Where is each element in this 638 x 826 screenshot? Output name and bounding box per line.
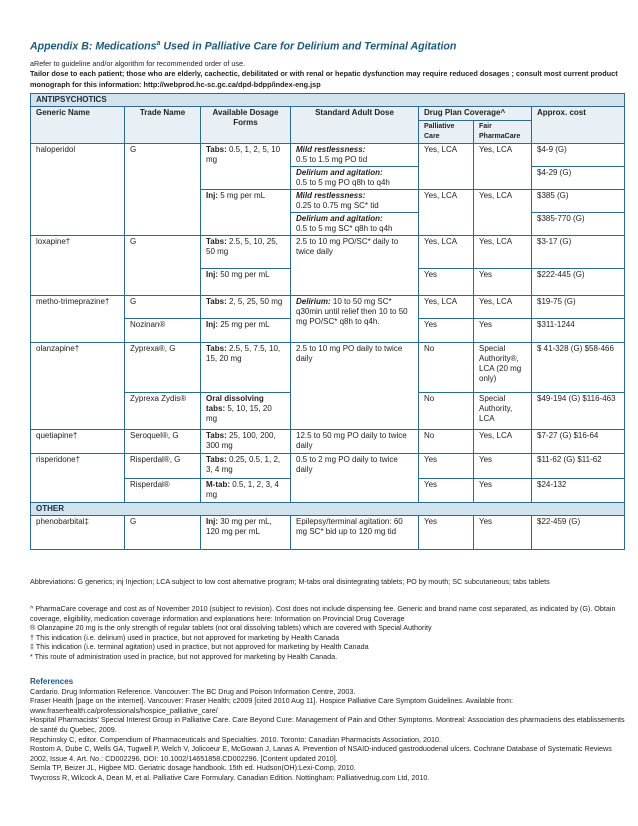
table-row bbox=[31, 144, 625, 167]
dose-cell: Delirium and agitation: 0.5 to 5 mg PO q8h to q4h bbox=[291, 167, 419, 190]
trade-cell: G bbox=[125, 144, 201, 236]
dosage-cell: Tabs: 25, 100, 200, 300 mg bbox=[201, 430, 291, 454]
col-adult-dose: Standard Adult Dose bbox=[291, 107, 419, 144]
palliative-cell: Yes bbox=[419, 454, 474, 479]
dosage-cell: Tabs: 2, 5, 25, 50 mg bbox=[201, 296, 291, 319]
trade-cell: G bbox=[125, 296, 201, 319]
generic-quetiapine: quetiapine† bbox=[31, 430, 125, 454]
reference-item: Twycross R, Wilcock A, Dean M, et al. Palliative Care Formulary. Canadian Edition. Nottingham: Palliativedrug.com Ltd, 2010. bbox=[30, 772, 430, 782]
col-fair-pharmacare: Fair PharmaCare bbox=[474, 121, 532, 144]
col-dosage-forms: Available Dosage Forms bbox=[201, 107, 291, 144]
fair-cell: Yes, LCA bbox=[474, 236, 532, 269]
table-row bbox=[31, 296, 625, 319]
footnote: ‡ This indication (i.e. terminal agitation) used in practice, but not approved for marketing by Health Canada bbox=[30, 642, 369, 652]
footnotes bbox=[30, 604, 628, 662]
trade-cell: G bbox=[125, 236, 201, 296]
footnote: ^ PharmaCare coverage and cost as of November 2010 (subject to revision). Cost does not include dispensing fee. Generic and brand name cost separated, as indicated by (G). Obtain coverage, eligibility, medication coverage information and explanations here: Information on Provincial Drug Coverage bbox=[30, 604, 616, 623]
cost-cell: $4-9 (G) bbox=[532, 144, 625, 167]
fair-cell: Special Authority, LCA bbox=[474, 393, 532, 430]
dose-cell: Epilepsy/terminal agitation: 60 mg SC* bid up to 120 mg tid bbox=[291, 516, 419, 550]
palliative-cell: Yes bbox=[419, 319, 474, 343]
medications-table bbox=[30, 93, 625, 550]
trade-cell: Risperdal®, G bbox=[125, 454, 201, 479]
palliative-cell: Yes bbox=[419, 479, 474, 503]
dosage-cell: Tabs: 2.5, 5, 7.5, 10, 15, 20 mg bbox=[201, 343, 291, 393]
cost-cell: $49-194 (G) $116-463 bbox=[532, 393, 625, 430]
cost-cell: $11-62 (G) $11-62 bbox=[532, 454, 625, 479]
generic-haloperidol: haloperidol bbox=[31, 144, 125, 236]
fair-cell: Yes bbox=[474, 479, 532, 503]
page-title: Appendix B: Medications$^a$ Used in Palliative Care for Delirium and Terminal Agitation bbox=[30, 40, 457, 53]
col-approx-cost: Approx. cost bbox=[532, 107, 625, 144]
cost-cell: $222-445 (G) bbox=[532, 269, 625, 296]
table-row bbox=[31, 430, 625, 454]
trade-cell: Seroquel®, G bbox=[125, 430, 201, 454]
cost-cell: $385 (G) bbox=[532, 190, 625, 213]
fair-cell: Yes bbox=[474, 269, 532, 296]
table-row bbox=[31, 516, 625, 550]
cost-cell: $3-17 (G) bbox=[532, 236, 625, 269]
dose-cell: 2.5 to 10 mg PO daily to twice daily bbox=[291, 343, 419, 430]
footnote: * This route of administration used in practice, but not approved for marketing by Health Canada. bbox=[30, 651, 338, 661]
dose-cell: Mild restlessness: 0.5 to 1.5 mg PO tid bbox=[291, 144, 419, 167]
col-drug-plan: Drug Plan Coverage^ bbox=[419, 107, 532, 121]
dosage-cell: Tabs: 0.5, 1, 2, 5, 10 mg bbox=[201, 144, 291, 190]
palliative-cell: No bbox=[419, 393, 474, 430]
abbreviations: Abbreviations: G generics; inj Injection; LCA subject to low cost alternative program; M-tabs oral disintegrating tablets; PO by mouth; SC subcutaneous; tabs tablets bbox=[30, 577, 550, 586]
fair-cell: Yes, LCA bbox=[474, 296, 532, 319]
section-antipsychotics: ANTIPSYCHOTICS bbox=[31, 94, 625, 107]
dose-cell: Delirium: 10 to 50 mg SC* q30min until relief then 10 to 50 mg PO/SC* q8h to q4h. bbox=[291, 296, 419, 343]
cost-cell: $22-459 (G) bbox=[532, 516, 625, 550]
trade-cell: G bbox=[125, 516, 201, 550]
palliative-cell: Yes, LCA bbox=[419, 144, 474, 190]
footnote: † This indication (i.e. delirium) used in practice, but not approved for marketing by Health Canada bbox=[30, 632, 340, 642]
generic-olanzapine: olanzapine† bbox=[31, 343, 125, 430]
cost-cell: $ 41-328 (G) $58-466 bbox=[532, 343, 625, 393]
dosage-cell: Inj: 25 mg per mL bbox=[201, 319, 291, 343]
palliative-cell: Yes, LCA bbox=[419, 296, 474, 319]
reference-item: Cardario. Drug Information Reference. Vancouver: The BC Drug and Poison Information Centre, 2003. bbox=[30, 686, 356, 696]
cost-cell: $19-75 (G) bbox=[532, 296, 625, 319]
palliative-cell: No bbox=[419, 430, 474, 454]
palliative-cell: Yes, LCA bbox=[419, 236, 474, 269]
section-other: OTHER bbox=[31, 503, 625, 516]
fair-cell: Special Authority®, LCA (20 mg only) bbox=[474, 343, 532, 393]
fair-cell: Yes bbox=[474, 319, 532, 343]
cost-cell: $7-27 (G) $16-64 bbox=[532, 430, 625, 454]
generic-loxapine: loxapine† bbox=[31, 236, 125, 296]
generic-phenobarbital: phenobarbital‡ bbox=[31, 516, 125, 550]
cost-cell: $4-29 (G) bbox=[532, 167, 625, 190]
footnote: ® Olanzapine 20 mg is the only strength of regular tablets (not oral dissolving tablets) which are covered with Special Authority bbox=[30, 623, 432, 633]
palliative-cell: Yes bbox=[419, 269, 474, 296]
fair-cell: Yes, LCA bbox=[474, 430, 532, 454]
palliative-cell: Yes, LCA bbox=[419, 190, 474, 236]
col-generic-name: Generic Name bbox=[31, 107, 125, 144]
dosage-cell: M-tab: 0.5, 1, 2, 3, 4 mg bbox=[201, 479, 291, 503]
cost-cell: $385-770 (G) bbox=[532, 213, 625, 236]
reference-item: Hospital Pharmacists' Special Interest Group in Palliative Care. Care Beyond Cure: Management of Pain and Other Symptoms. Montreal: Association des pharmaciens des etablissements de santé du Quebec, 2009. bbox=[30, 715, 625, 734]
cost-cell: $24-132 bbox=[532, 479, 625, 503]
trade-cell: Zyprexa®, G bbox=[125, 343, 201, 393]
fair-cell: Yes bbox=[474, 516, 532, 550]
guideline-note: aRefer to guideline and/or algorithm for recommended order of use. bbox=[30, 59, 245, 68]
generic-methotrimeprazine: metho-trimeprazine† bbox=[31, 296, 125, 343]
dosage-cell: Oral dissolving tabs: 5, 10, 15, 20 mg bbox=[201, 393, 291, 430]
references bbox=[30, 677, 628, 783]
table-row bbox=[31, 236, 625, 269]
trade-cell: Zyprexa Zydis® bbox=[125, 393, 201, 430]
dosage-cell: Tabs: 0.25, 0.5, 1, 2, 3, 4 mg bbox=[201, 454, 291, 479]
dosage-cell: Tabs: 2.5, 5, 10, 25, 50 mg bbox=[201, 236, 291, 269]
reference-item: Rostom A, Dube C, Wells GA, Tugwell P, Welch V, Jolicoeur E, McGowan J, Lanas A. Prevention of NSAID-induced gastroduodenal ulcers. Cochrane Database of Systematic Reviews 2002, Issue 4. Art. No.: CD002296. DOI: 10.1002/14651858.CD002296. [Content updated 2010]. bbox=[30, 744, 612, 763]
table-row bbox=[31, 454, 625, 479]
dose-cell: Delirium and agitation: 0.5 to 5 mg SC* q8h to q4h bbox=[291, 213, 419, 236]
palliative-cell: No bbox=[419, 343, 474, 393]
dose-cell: 0.5 to 2 mg PO daily to twice daily bbox=[291, 454, 419, 503]
generic-risperidone: risperidone† bbox=[31, 454, 125, 503]
reference-item: Repchinsky C, editor. Compendium of Pharmaceuticals and Specialties. 2010. Toronto: Canadian Pharmacists Association, 2010. bbox=[30, 734, 441, 744]
reference-item: Fraser Health [page on the internet]. Vancouver: Fraser Health; c2009 [cited 2010 Aug 11]. Hospice Palliative Care Symptom Guidelines. Available from: www.fraserhealth.ca/professionals/hospice_palliative_care/ bbox=[30, 696, 514, 715]
dose-cell: Mild restlessness: 0.25 to 0.75 mg SC* tid bbox=[291, 190, 419, 213]
dosage-cell: Inj: 50 mg per mL bbox=[201, 269, 291, 296]
dose-cell: 2.5 to 10 mg PO/SC* daily to twice daily bbox=[291, 236, 419, 296]
col-palliative-care: Palliative Care bbox=[419, 121, 474, 144]
palliative-cell: Yes bbox=[419, 516, 474, 550]
dosage-cell: Inj: 30 mg per mL, 120 mg per mL bbox=[201, 516, 291, 550]
references-heading: References bbox=[30, 677, 74, 686]
dose-cell: 12.5 to 50 mg PO daily to twice daily bbox=[291, 430, 419, 454]
fair-cell: Yes bbox=[474, 454, 532, 479]
trade-cell: Nozinan® bbox=[125, 319, 201, 343]
fair-cell: Yes, LCA bbox=[474, 190, 532, 236]
table-row bbox=[31, 343, 625, 393]
tailor-dose-note: Tailor dose to each patient; those who are elderly, cachectic, debilitated or with renal or hepatic dysfunction may require reduced dosages ; consult most current product monograph for this information: http://webprod.hc-sc.gc.ca/dpd-bdpp/index-eng.jsp bbox=[30, 69, 618, 89]
fair-cell: Yes, LCA bbox=[474, 144, 532, 190]
trade-cell: Risperdal® bbox=[125, 479, 201, 503]
reference-item: Semla TP, Beizer JL, Higbee MD. Geriatric dosage handbook. 15th ed. Hudson(OH):Lexi-Comp, 2010. bbox=[30, 763, 356, 773]
cost-cell: $311-1244 bbox=[532, 319, 625, 343]
dosage-cell: Inj: 5 mg per mL bbox=[201, 190, 291, 236]
col-trade-name: Trade Name bbox=[125, 107, 201, 144]
